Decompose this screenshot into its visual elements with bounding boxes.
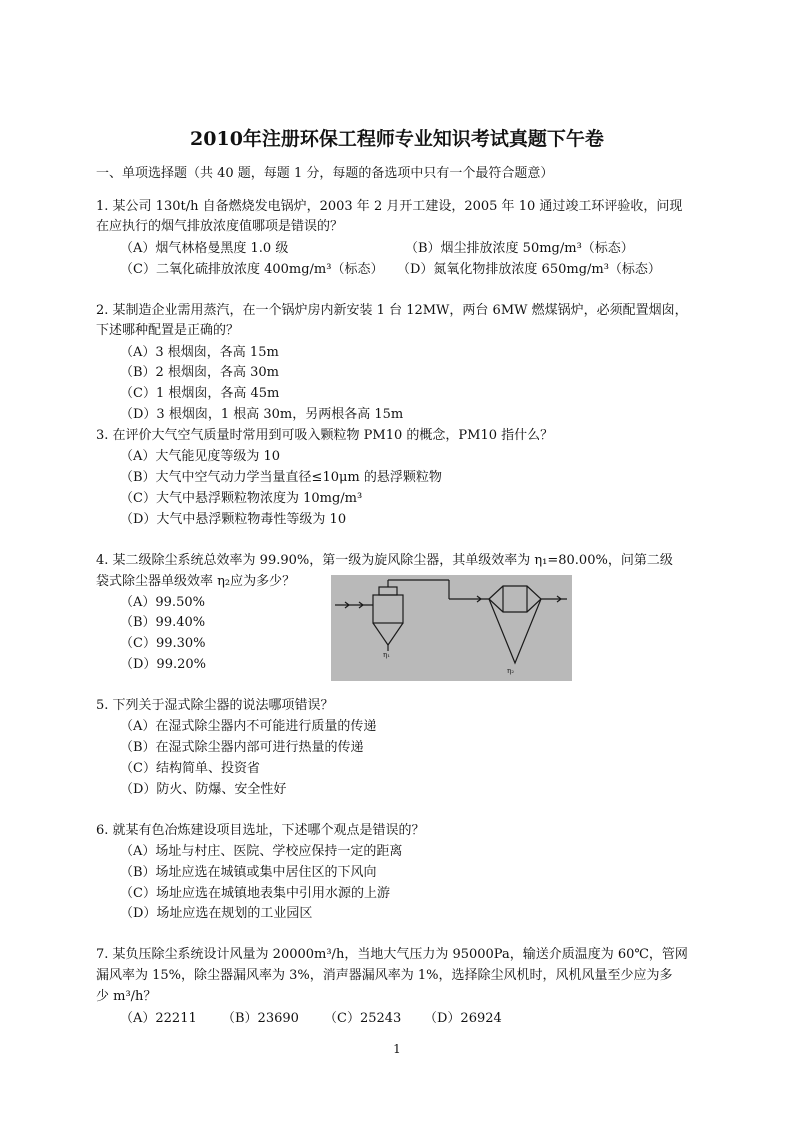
q3-stem: 3. 在评价大气空气质量时常用到可吸入颗粒物 PM10 的概念，PM10 指什么？ bbox=[96, 428, 554, 443]
eta2-label: η₂ bbox=[507, 667, 514, 675]
q1-option-a: （A）烟气林格曼黑度 1.0 级 bbox=[120, 241, 289, 256]
q5-option-d: （D）防火、防爆、安全性好 bbox=[120, 782, 287, 797]
q5-stem: 5. 下列关于湿式除尘器的说法哪项错误？ bbox=[96, 698, 334, 713]
q2-option-c: （C）1 根烟囱，各高 45m bbox=[120, 386, 280, 401]
q1-stem-line1: 1. 某公司 130t/h 自备燃烧发电锅炉，2003 年 2 月开工建设，2005 年 10 通过竣工环评验收，问现 bbox=[96, 199, 683, 214]
q7-option-c: （C）25243 bbox=[324, 1011, 402, 1026]
section-heading: 一、单项选择题（共 40 题，每题 1 分，每题的备选项中只有一个最符合题意） bbox=[96, 166, 554, 181]
q7-option-b: （B）23690 bbox=[222, 1011, 299, 1026]
q1-option-c: （C）二氧化硫排放浓度 400mg/m³（标态） bbox=[120, 262, 384, 277]
q7-option-a: （A）22211 bbox=[120, 1011, 197, 1026]
q4-option-b: （B）99.40% bbox=[120, 615, 206, 630]
diagram-background bbox=[331, 575, 572, 681]
q6-option-b: （B）场址应选在城镇或集中居住区的下风向 bbox=[120, 865, 377, 880]
q1-option-b: （B）烟尘排放浓度 50mg/m³（标态） bbox=[405, 241, 634, 256]
q2-option-d: （D）3 根烟囱，1 根高 30m，另两根各高 15m bbox=[120, 407, 404, 422]
q3-option-a: （A）大气能见度等级为 10 bbox=[120, 449, 281, 464]
q3-option-d: （D）大气中悬浮颗粒物毒性等级为 10 bbox=[120, 512, 347, 527]
q2-option-a: （A）3 根烟囱，各高 15m bbox=[120, 345, 279, 360]
q2-stem-line1: 2. 某制造企业需用蒸汽，在一个锅炉房内新安装 1 台 12MW，两台 6MW 燃煤锅炉，必须配置烟囱， bbox=[96, 303, 688, 318]
q7-stem-line3: 少 m³/h？ bbox=[96, 989, 157, 1004]
q4-option-d: （D）99.20% bbox=[120, 657, 206, 672]
q3-option-b: （B）大气中空气动力学当量直径≤10μm 的悬浮颗粒物 bbox=[120, 470, 442, 485]
q6-option-d: （D）场址应选在规划的工业园区 bbox=[120, 906, 313, 921]
q3-option-c: （C）大气中悬浮颗粒物浓度为 10mg/m³ bbox=[120, 491, 363, 506]
q5-option-a: （A）在湿式除尘器内不可能进行质量的传递 bbox=[120, 719, 377, 734]
q7-option-d: （D）26924 bbox=[424, 1011, 502, 1026]
q4-stem-line1: 4. 某二级除尘系统总效率为 99.90%，第一级为旋风除尘器，其单级效率为 η₁=80.00%，问第二级 bbox=[96, 553, 673, 568]
dust-collector-diagram bbox=[331, 575, 572, 681]
q2-stem-line2: 下述哪种配置是正确的？ bbox=[96, 323, 240, 338]
q5-option-b: （B）在湿式除尘器内部可进行热量的传递 bbox=[120, 740, 364, 755]
q5-option-c: （C）结构简单、投资省 bbox=[120, 761, 260, 776]
q6-option-c: （C）场址应选在城镇地表集中引用水源的上游 bbox=[120, 886, 390, 901]
q2-option-b: （B）2 根烟囱，各高 30m bbox=[120, 365, 279, 380]
q1-stem-line2: 在应执行的烟气排放浓度值哪项是错误的？ bbox=[96, 219, 344, 234]
q7-stem-line2: 漏风率为 15%，除尘器漏风率为 3%，消声器漏风率为 1%，选择除尘风机时，风机风量至少应为多 bbox=[96, 968, 673, 983]
q4-option-c: （C）99.30% bbox=[120, 636, 206, 651]
q7-stem-line1: 7. 某负压除尘系统设计风量为 20000m³/h，当地大气压力为 95000Pa，输送介质温度为 60℃，管网 bbox=[96, 947, 688, 962]
q4-option-a: （A）99.50% bbox=[120, 595, 205, 610]
q1-option-d: （D）氮氧化物排放浓度 650mg/m³（标态） bbox=[397, 262, 661, 277]
q4-stem-line2: 袋式除尘器单级效率 η₂应为多少？ bbox=[96, 574, 296, 589]
q6-option-a: （A）场址与村庄、医院、学校应保持一定的距离 bbox=[120, 844, 403, 859]
eta1-label: η₁ bbox=[383, 651, 390, 659]
q6-stem: 6. 就某有色冶炼建设项目选址，下述哪个观点是错误的？ bbox=[96, 823, 425, 838]
page-number: 1 bbox=[393, 1042, 401, 1056]
page-title: 2010年注册环保工程师专业知识考试真题下午卷 bbox=[190, 128, 604, 150]
